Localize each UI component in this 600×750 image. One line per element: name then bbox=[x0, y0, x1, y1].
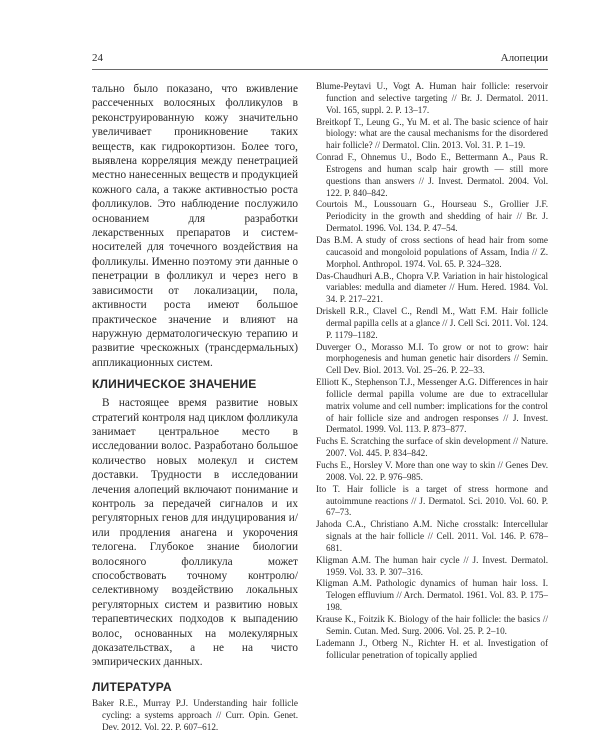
reference-item: Fuchs E. Scratching the surface of skin development // Nature. 2007. Vol. 445. P. 834–842. bbox=[316, 436, 548, 459]
reference-item: Courtois M., Loussouarn G., Hourseau S., Grollier J.F. Periodicity in the growth and shedding of hair // Br. J. Dermatol. 1996. Vol. 134. P. 47–54. bbox=[316, 199, 548, 234]
page-number: 24 bbox=[92, 52, 103, 64]
reference-item: Ito T. Hair follicle is a target of stress hormone and autoimmune reactions // J. Dermatol. Sci. 2010. Vol. 60. P. 67–73. bbox=[316, 483, 548, 518]
running-title: Алопеции bbox=[500, 52, 548, 64]
reference-item: Elliott K., Stephenson T.J., Messenger A.G. Differences in hair follicle dermal papilla volume are due to extracellular matrix volume and cell number: implications for the control of hair follicle size and androgen responses // J. Invest. Dermatol. 1999. Vol. 113. P. 873–877. bbox=[316, 377, 548, 435]
reference-item: Conrad F., Ohnemus U., Bodo E., Bettermann A., Paus R. Estrogens and human scalp hair growth — still more questions than answers // J. Invest. Dermatol. 2004. Vol. 122. P. 840–842. bbox=[316, 152, 548, 198]
reference-item: Das B.M. A study of cross sections of head hair from some caucasoid and mongoloid populations of Assam, India // Z. Morphol. Anthropol. 1974. Vol. 65. P. 324–328. bbox=[316, 234, 548, 269]
reference-item: Baker R.E., Murray P.J. Understanding hair follicle cycling: a systems approach // Curr. Opin. Genet. Dev. 2012. Vol. 22. P. 607–612. bbox=[92, 697, 298, 732]
reference-item: Lademann J., Otberg N., Richter H. et al. Investigation of follicular penetration of topically applied bbox=[316, 637, 548, 660]
paragraph-penetration: тально было показано, что вживление рассеченных волосяных фолликулов в реконструированную кожу значительно увеличивает проникновение таких веществ, как гидрокортизон. Более того, выявлена корреляция между пенетрацией местно нанесенных веществ и продукцией кожного сала, а также активностью роста фолликулов. Это наблюдение послужило основанием для разработки лекарственных препаратов и систем-носителей для точечного воздействия на фолликулы. Именно поэтому эти данные о пенетрации в фолликул и через него в зависимости от локализации, пола, активности роста имеют большое практическое значение и влияют на наружную дерматологическую терапию и развитие чрескожных (трансдермальных) аппликационных систем. bbox=[92, 83, 298, 369]
header-rule bbox=[92, 69, 548, 70]
reference-item: Breitkopf T., Leung G., Yu M. et al. The basic science of hair biology: what are the causal mechanisms for the disordered hair follicle? // Dermatol. Clin. 2013. Vol. 31. P. 1–19. bbox=[316, 116, 548, 151]
left-column bbox=[92, 82, 298, 733]
reference-item: Driskell R.R., Clavel C., Rendl M., Watt F.M. Hair follicle dermal papilla cells at a glance // J. Cell Sci. 2011. Vol. 124. P. 1179–1182. bbox=[316, 306, 548, 340]
reference-item: Kligman A.M. The human hair cycle // J. Invest. Dermatol. 1959. Vol. 33. P. 307–316. bbox=[316, 554, 548, 577]
reference-item: Das-Chaudhuri A.B., Chopra V.P. Variation in hair histological variables: medulla and diameter // Hum. Hered. 1984. Vol. 34. P. 217–221. bbox=[316, 270, 548, 305]
heading-clinical-significance: КЛИНИЧЕСКОЕ ЗНАЧЕНИЕ bbox=[92, 377, 257, 392]
reference-item: Jahoda C.A., Christiano A.M. Niche crosstalk: Intercellular signals at the hair follicle // Cell. 2011. Vol. 146. P. 678–681. bbox=[316, 519, 548, 553]
paragraph-clinical: В настоящее время развитие новых стратегий контроля над циклом фолликула занимает центральное место в исследовании волос. Разработано большое количество новых молекул и систем доставки. Трудности в исследовании лечения алопеций включают понимание и контроль за передачей сигналов и их регуляторных генов для индуцирования и/или продления анагена и укорочения телогена. Глубокое знание биологии волосяного фолликула может способствовать точному контролю/селективному воздействию локальных регуляторных систем и развитию новых терапевтических подходов к выпадению волос, основанных на молекулярных доказательствах, а не на чисто эмпирических данных. bbox=[92, 397, 298, 669]
reference-item: Kligman A.M. Pathologic dynamics of human hair loss. I. Telogen effluvium // Arch. Dermatol. 1961. Vol. 83. P. 175–198. bbox=[316, 578, 548, 613]
running-header bbox=[92, 52, 548, 68]
reference-item: Duverger O., Morasso M.I. To grow or not to grow: hair morphogenesis and human genetic hair disorders // Semin. Cell Dev. Biol. 2013. Vol. 25–26. P. 22–33. bbox=[316, 341, 548, 376]
heading-literature: ЛИТЕРАТУРА bbox=[92, 679, 172, 694]
reference-item: Blume-Peytavi U., Vogt A. Human hair follicle: reservoir function and selective targeting // Br. J. Dermatol. 2011. Vol. 165, suppl. 2. P. 13–17. bbox=[316, 81, 548, 115]
reference-item: Krause K., Foitzik K. Biology of the hair follicle: the basics // Semin. Cutan. Med. Surg. 2006. Vol. 25. P. 2–10. bbox=[316, 613, 548, 636]
right-column-references bbox=[316, 81, 548, 661]
reference-item: Fuchs E., Horsley V. More than one way to skin // Genes Dev. 2008. Vol. 22. P. 976–985. bbox=[316, 460, 548, 482]
